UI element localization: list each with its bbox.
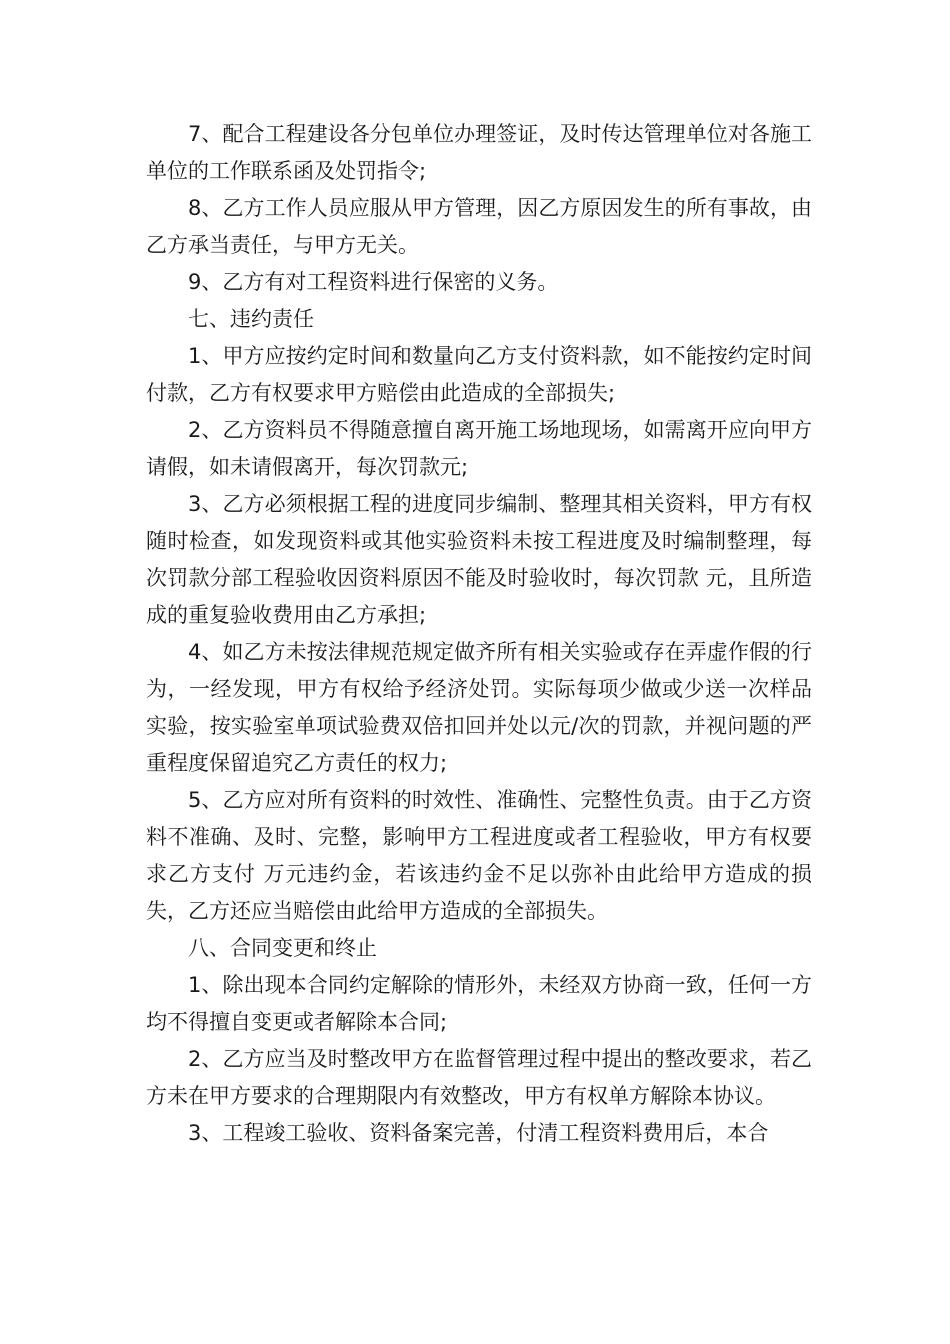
change-clause-3: 3、工程竣工验收、资料备案完善，付清工程资料费用后，本合 [188,1121,769,1145]
section-heading-breach-liability: 七、违约责任 [188,307,314,331]
breach-clause-2: 2、乙方资料员不得随意擅自离开施工场地现场，如需离开应向甲方请假，如未请假离开，每次罚款元; [146,418,812,479]
clause-9-confidentiality: 9、乙方有对工程资料进行保密的义务。 [188,270,559,294]
breach-clause-4: 4、如乙方未按法律规范规定做齐所有相关实验或存在弄虚作假的行为，一经发现，甲方有权给予经济处罚。实际每项少做或少送一次样品实验，按实验室单项试验费双倍扣回并处以元/次的罚款，并视问题的严重程度保留追究乙方责任的权力; [146,640,812,775]
clause-7-coordination: 7、配合工程建设各分包单位办理签证，及时传达管理单位对各施工单位的工作联系函及处罚指令; [146,122,812,183]
change-clause-2: 2、乙方应当及时整改甲方在监督管理过程中提出的整改要求，若乙方未在甲方要求的合理期限内有效整改，甲方有权单方解除本协议。 [146,1047,812,1108]
change-clause-1: 1、除出现本合同约定解除的情形外，未经双方协商一致，任何一方均不得擅自变更或者解除本合同; [146,973,812,1034]
document-body [146,116,812,1152]
section-heading-contract-change: 八、合同变更和终止 [188,936,377,960]
breach-clause-1: 1、甲方应按约定时间和数量向乙方支付资料款，如不能按约定时间付款，乙方有权要求甲方赔偿由此造成的全部损失; [146,344,812,405]
clause-8-management: 8、乙方工作人员应服从甲方管理，因乙方原因发生的所有事故，由乙方承当责任，与甲方无关。 [146,196,812,257]
breach-clause-5: 5、乙方应对所有资料的时效性、准确性、完整性负责。由于乙方资料不准确、及时、完整，影响甲方工程进度或者工程验收，甲方有权要求乙方支付 万元违约金，若该违约金不足以弥补由此给甲方造成的损失，乙方还应当赔偿由此给甲方造成的全部损失。 [146,788,812,923]
breach-clause-3: 3、乙方必须根据工程的进度同步编制、整理其相关资料，甲方有权随时检查，如发现资料或其他实验资料未按工程进度及时编制整理，每次罚款分部工程验收因资料原因不能及时验收时，每次罚款 元，且所造成的重复验收费用由乙方承担; [146,492,812,627]
